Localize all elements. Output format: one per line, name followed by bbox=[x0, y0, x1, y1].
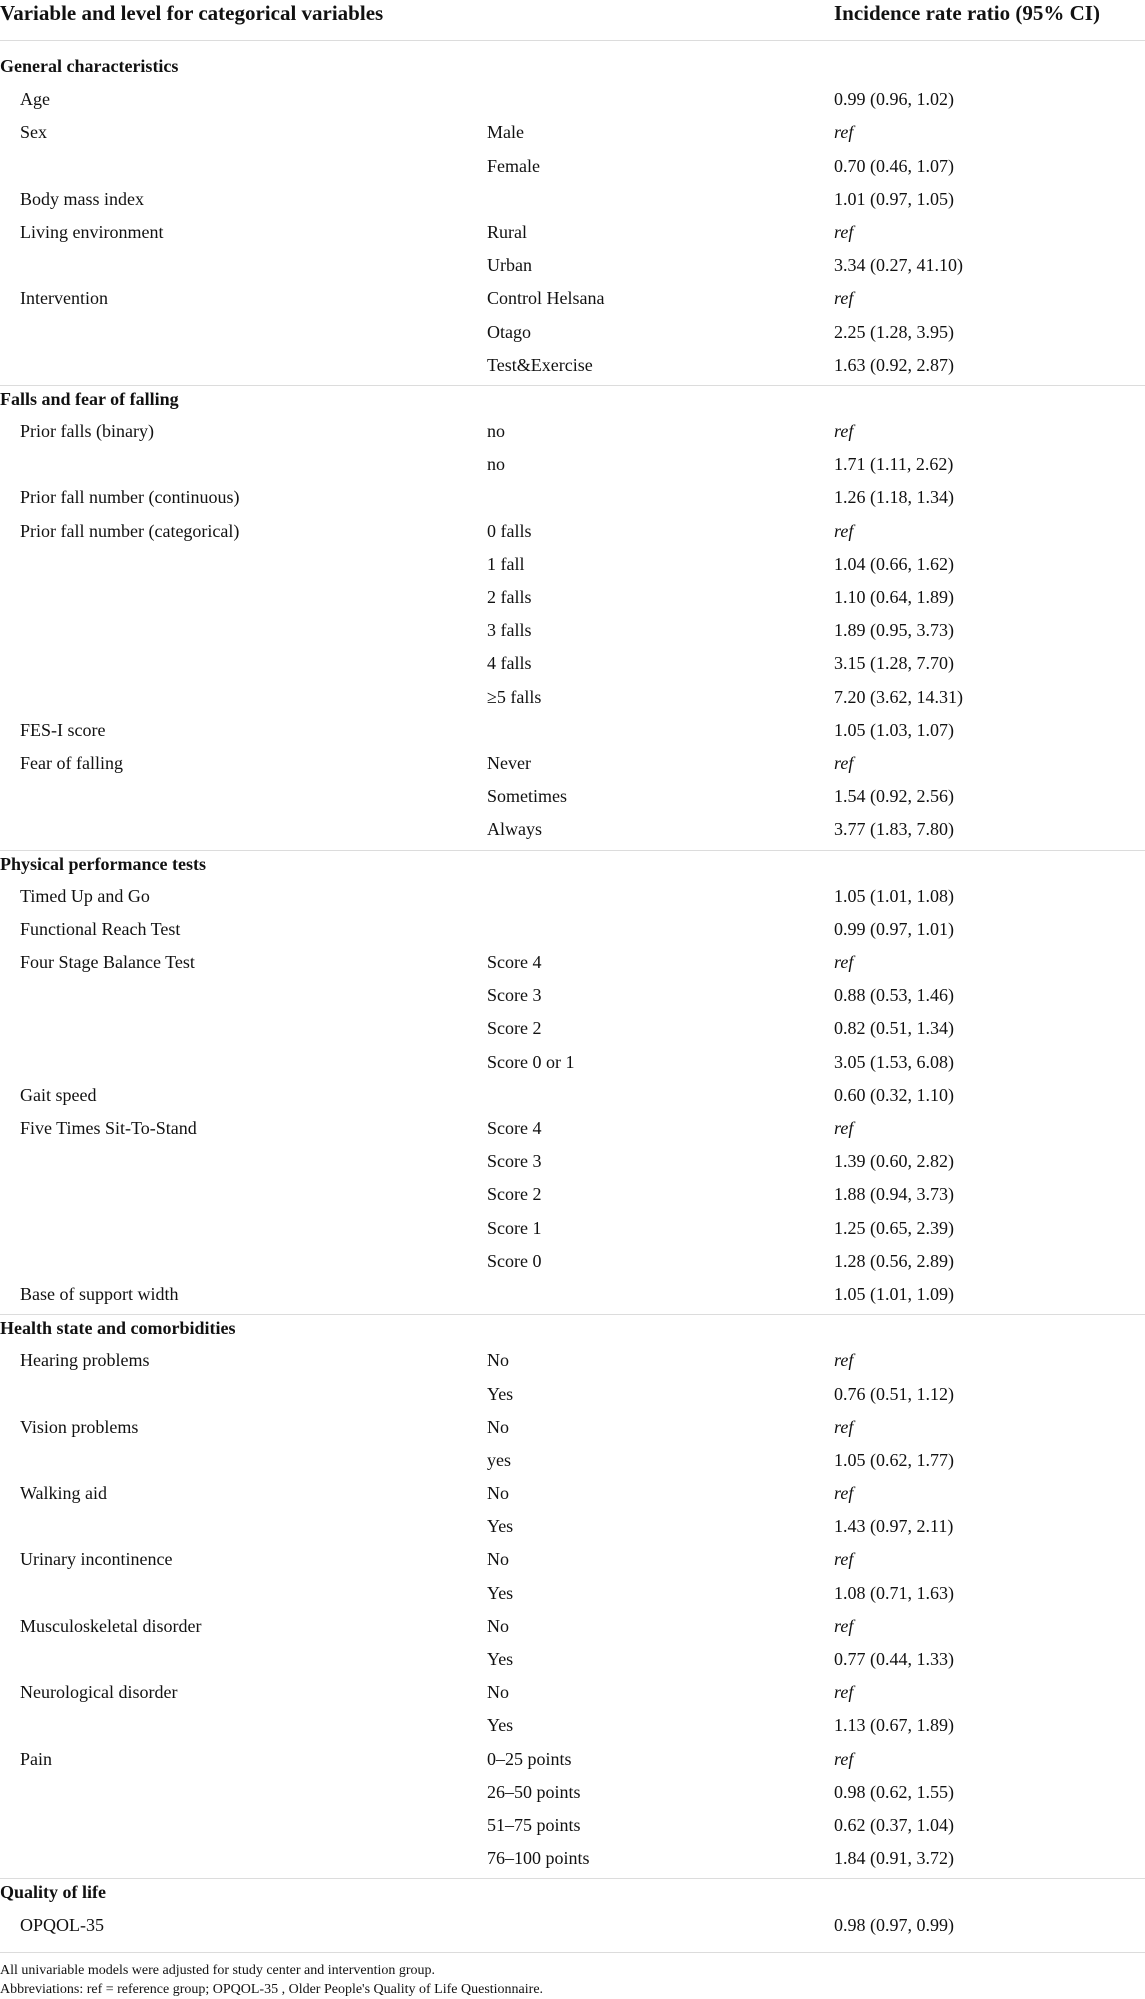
variable-cell: Vision problems bbox=[20, 1416, 139, 1437]
table-row bbox=[0, 816, 1145, 849]
irr-cell: 3.15 (1.28, 7.70) bbox=[834, 653, 954, 674]
irr-cell: 0.82 (0.51, 1.34) bbox=[834, 1018, 954, 1039]
irr-cell: 1.05 (1.01, 1.08) bbox=[834, 885, 954, 906]
irr-cell: 1.54 (0.92, 2.56) bbox=[834, 786, 954, 807]
variable-cell: Living environment bbox=[20, 221, 164, 242]
table-row bbox=[0, 484, 1145, 517]
level-cell: Always bbox=[487, 819, 542, 840]
irr-cell: 1.43 (0.97, 2.11) bbox=[834, 1516, 954, 1537]
section-title: Falls and fear of falling bbox=[0, 388, 179, 409]
irr-cell: ref bbox=[834, 1118, 854, 1138]
variable-cell: Body mass index bbox=[20, 188, 144, 209]
footnote: All univariable models were adjusted for study center and intervention group. bbox=[0, 1963, 436, 1978]
irr-cell: 0.60 (0.32, 1.10) bbox=[834, 1084, 954, 1105]
variable-cell: Timed Up and Go bbox=[20, 885, 150, 906]
table-row bbox=[0, 1580, 1145, 1613]
level-cell: Sometimes bbox=[487, 786, 567, 807]
irr-cell: ref bbox=[834, 122, 854, 143]
table-row bbox=[0, 650, 1145, 683]
variable-cell: Functional Reach Test bbox=[20, 918, 181, 939]
irr-cell: 1.01 (0.97, 1.05) bbox=[834, 188, 954, 209]
irr-cell: 1.05 (1.03, 1.07) bbox=[834, 719, 954, 740]
irr-cell: ref bbox=[834, 1615, 854, 1636]
irr-cell: ref bbox=[834, 1748, 854, 1769]
irr-cell: 1.39 (0.60, 2.82) bbox=[834, 1151, 954, 1172]
table-row bbox=[0, 982, 1145, 1015]
level-cell: Score 0 or 1 bbox=[487, 1051, 575, 1072]
table-row bbox=[0, 1513, 1145, 1546]
table-row bbox=[0, 1812, 1145, 1845]
table-row bbox=[0, 1679, 1145, 1712]
level-cell: Never bbox=[487, 752, 531, 773]
level-cell: 4 falls bbox=[487, 653, 532, 674]
table-row bbox=[0, 1712, 1145, 1745]
table-row bbox=[0, 949, 1145, 982]
table-header bbox=[0, 0, 1145, 41]
irr-cell: 0.76 (0.51, 1.12) bbox=[834, 1383, 954, 1404]
irr-cell: 2.25 (1.28, 3.95) bbox=[834, 321, 954, 342]
table-row bbox=[0, 352, 1145, 385]
variable-cell: Age bbox=[20, 89, 50, 110]
level-cell: 51–75 points bbox=[487, 1814, 581, 1835]
table-row bbox=[0, 1148, 1145, 1181]
table-row bbox=[0, 1779, 1145, 1812]
variable-cell: Sex bbox=[20, 122, 47, 143]
level-cell: Control Helsana bbox=[487, 288, 605, 309]
table-row bbox=[0, 883, 1145, 916]
level-cell: Score 0 bbox=[487, 1250, 542, 1271]
variable-cell: Fear of falling bbox=[20, 752, 123, 773]
level-cell: No bbox=[487, 1416, 509, 1437]
irr-cell: 0.88 (0.53, 1.46) bbox=[834, 985, 954, 1006]
variable-cell: Pain bbox=[20, 1748, 53, 1769]
table-row bbox=[0, 1546, 1145, 1579]
variable-cell: OPQOL-35 bbox=[20, 1914, 104, 1935]
irr-cell: 1.26 (1.18, 1.34) bbox=[834, 487, 954, 508]
level-cell: 0 falls bbox=[487, 520, 532, 541]
table-row bbox=[0, 1381, 1145, 1414]
table-row bbox=[0, 1646, 1145, 1679]
irr-cell: 7.20 (3.62, 14.31) bbox=[834, 686, 963, 707]
table-row bbox=[0, 1447, 1145, 1480]
level-cell: No bbox=[487, 1615, 509, 1636]
variable-cell: Five Times Sit-To-Stand bbox=[20, 1118, 197, 1138]
table-row bbox=[0, 1746, 1145, 1779]
level-cell: Score 4 bbox=[487, 952, 542, 973]
table-row bbox=[0, 1414, 1145, 1447]
irr-cell: 0.70 (0.46, 1.07) bbox=[834, 155, 954, 176]
irr-cell: ref bbox=[834, 752, 854, 773]
table-footer bbox=[0, 1952, 1145, 1999]
irr-cell: ref bbox=[834, 221, 854, 242]
irr-cell: 0.98 (0.62, 1.55) bbox=[834, 1781, 954, 1802]
table-row bbox=[0, 584, 1145, 617]
table-row bbox=[0, 153, 1145, 186]
table-row bbox=[0, 1181, 1145, 1214]
table-row bbox=[0, 219, 1145, 252]
table-row bbox=[0, 451, 1145, 484]
irr-cell: 1.89 (0.95, 3.73) bbox=[834, 620, 954, 641]
table-row bbox=[0, 551, 1145, 584]
irr-cell: ref bbox=[834, 520, 854, 541]
table-row bbox=[0, 684, 1145, 717]
level-cell: No bbox=[487, 1549, 509, 1570]
irr-cell: 1.25 (0.65, 2.39) bbox=[834, 1217, 954, 1238]
header-variable: Variable and level for categorical variables bbox=[0, 1, 384, 25]
irr-cell: 0.62 (0.37, 1.04) bbox=[834, 1814, 954, 1835]
level-cell: 0–25 points bbox=[487, 1748, 572, 1769]
variable-cell: Hearing problems bbox=[20, 1350, 150, 1371]
irr-cell: ref bbox=[834, 1483, 854, 1504]
level-cell: 1 fall bbox=[487, 553, 525, 574]
irr-cell: 1.05 (0.62, 1.77) bbox=[834, 1449, 954, 1470]
level-cell: Score 1 bbox=[487, 1217, 542, 1238]
table-row bbox=[0, 916, 1145, 949]
variable-cell: Gait speed bbox=[20, 1084, 97, 1105]
section-header-row bbox=[0, 1314, 1145, 1347]
irr-cell: 3.05 (1.53, 6.08) bbox=[834, 1051, 954, 1072]
level-cell: Yes bbox=[487, 1715, 514, 1736]
irr-cell: ref bbox=[834, 421, 854, 442]
level-cell: No bbox=[487, 1682, 509, 1703]
level-cell: yes bbox=[487, 1449, 511, 1470]
table-row bbox=[0, 1281, 1145, 1314]
table-row bbox=[0, 783, 1145, 816]
header-irr: Incidence rate ratio (95% CI) bbox=[834, 1, 1100, 25]
variable-cell: Prior fall number (continuous) bbox=[20, 487, 240, 508]
irr-cell: 1.10 (0.64, 1.89) bbox=[834, 587, 954, 607]
irr-cell: 0.77 (0.44, 1.33) bbox=[834, 1649, 954, 1669]
section-header-row bbox=[0, 850, 1145, 883]
level-cell: no bbox=[487, 454, 505, 475]
level-cell: No bbox=[487, 1483, 509, 1504]
table-row bbox=[0, 1082, 1145, 1115]
irr-cell: 1.71 (1.11, 2.62) bbox=[834, 454, 954, 475]
level-cell: 76–100 points bbox=[487, 1848, 590, 1869]
abbreviations-note: Abbreviations: ref = reference group; OPQOL-35 , Older People's Quality of Life Questionnaire. bbox=[0, 1982, 544, 1997]
variable-cell: FES-I score bbox=[20, 719, 106, 740]
level-cell: Score 3 bbox=[487, 985, 542, 1006]
level-cell: Yes bbox=[487, 1383, 514, 1404]
variable-cell: Intervention bbox=[20, 288, 108, 309]
irr-cell: 0.99 (0.97, 1.01) bbox=[834, 918, 954, 939]
table-row bbox=[0, 617, 1145, 650]
level-cell: ≥5 falls bbox=[487, 686, 542, 707]
table-row bbox=[0, 518, 1145, 551]
level-cell: Yes bbox=[487, 1649, 514, 1669]
irr-cell: 1.13 (0.67, 1.89) bbox=[834, 1715, 954, 1736]
variable-cell: Prior fall number (categorical) bbox=[20, 520, 240, 541]
table-row bbox=[0, 1480, 1145, 1513]
level-cell: Yes bbox=[487, 1582, 514, 1603]
level-cell: 3 falls bbox=[487, 620, 532, 641]
table-row bbox=[0, 1347, 1145, 1380]
section-title: General characteristics bbox=[0, 56, 179, 76]
table-row bbox=[0, 418, 1145, 451]
irr-cell: 0.98 (0.97, 0.99) bbox=[834, 1914, 954, 1935]
irr-cell: 1.63 (0.92, 2.87) bbox=[834, 354, 954, 375]
level-cell: no bbox=[487, 421, 505, 442]
irr-cell: 1.04 (0.66, 1.62) bbox=[834, 553, 954, 574]
table-row bbox=[0, 186, 1145, 219]
irr-cell: 1.84 (0.91, 3.72) bbox=[834, 1848, 954, 1869]
level-cell: Rural bbox=[487, 221, 527, 242]
level-cell: Score 2 bbox=[487, 1018, 542, 1039]
section-title: Quality of life bbox=[0, 1882, 106, 1903]
table-row bbox=[0, 319, 1145, 352]
irr-cell: 1.88 (0.94, 3.73) bbox=[834, 1184, 954, 1205]
variable-cell: Base of support width bbox=[20, 1283, 179, 1304]
variable-cell: Musculoskeletal disorder bbox=[20, 1615, 202, 1636]
variable-cell: Walking aid bbox=[20, 1483, 108, 1504]
table-row bbox=[0, 750, 1145, 783]
level-cell: Score 4 bbox=[487, 1118, 542, 1138]
level-cell: Yes bbox=[487, 1516, 514, 1537]
table-row bbox=[0, 252, 1145, 285]
section-header-row bbox=[0, 1878, 1145, 1911]
variable-cell: Urinary incontinence bbox=[20, 1549, 173, 1570]
table-row bbox=[0, 1049, 1145, 1082]
irr-cell: ref bbox=[834, 1549, 854, 1570]
table-row bbox=[0, 119, 1145, 152]
irr-cell: 1.05 (1.01, 1.09) bbox=[834, 1283, 954, 1304]
level-cell: Urban bbox=[487, 255, 532, 276]
variable-cell: Neurological disorder bbox=[20, 1682, 178, 1703]
table-row bbox=[0, 1845, 1145, 1878]
table-row bbox=[0, 1248, 1145, 1281]
table-row bbox=[0, 1912, 1145, 1945]
irr-cell: ref bbox=[834, 1682, 854, 1703]
section-header-row bbox=[0, 53, 1145, 86]
variable-cell: Four Stage Balance Test bbox=[20, 952, 195, 973]
level-cell: 2 falls bbox=[487, 587, 532, 607]
level-cell: Score 2 bbox=[487, 1184, 542, 1205]
irr-cell: ref bbox=[834, 952, 854, 973]
table-row bbox=[0, 285, 1145, 318]
section-title: Physical performance tests bbox=[0, 853, 206, 874]
table-body bbox=[0, 53, 1145, 1945]
irr-cell: ref bbox=[834, 1350, 854, 1371]
irr-cell: 3.34 (0.27, 41.10) bbox=[834, 255, 963, 276]
irr-cell: ref bbox=[834, 288, 854, 309]
irr-cell: ref bbox=[834, 1416, 854, 1437]
level-cell: Male bbox=[487, 122, 524, 143]
section-title: Health state and comorbidities bbox=[0, 1318, 236, 1339]
level-cell: 26–50 points bbox=[487, 1781, 581, 1802]
table-row bbox=[0, 1115, 1145, 1148]
section-header-row bbox=[0, 385, 1145, 418]
table-row bbox=[0, 1215, 1145, 1248]
table-row bbox=[0, 1015, 1145, 1048]
level-cell: Score 3 bbox=[487, 1151, 542, 1172]
level-cell: No bbox=[487, 1350, 509, 1371]
irr-cell: 0.99 (0.96, 1.02) bbox=[834, 89, 954, 110]
level-cell: Otago bbox=[487, 321, 531, 342]
irr-cell: 1.28 (0.56, 2.89) bbox=[834, 1250, 954, 1271]
irr-cell: 3.77 (1.83, 7.80) bbox=[834, 819, 954, 840]
level-cell: Female bbox=[487, 155, 540, 176]
table-row bbox=[0, 717, 1145, 750]
irr-cell: 1.08 (0.71, 1.63) bbox=[834, 1582, 954, 1603]
variable-cell: Prior falls (binary) bbox=[20, 421, 154, 442]
table-row bbox=[0, 86, 1145, 119]
level-cell: Test&Exercise bbox=[487, 354, 593, 375]
table-row bbox=[0, 1613, 1145, 1646]
